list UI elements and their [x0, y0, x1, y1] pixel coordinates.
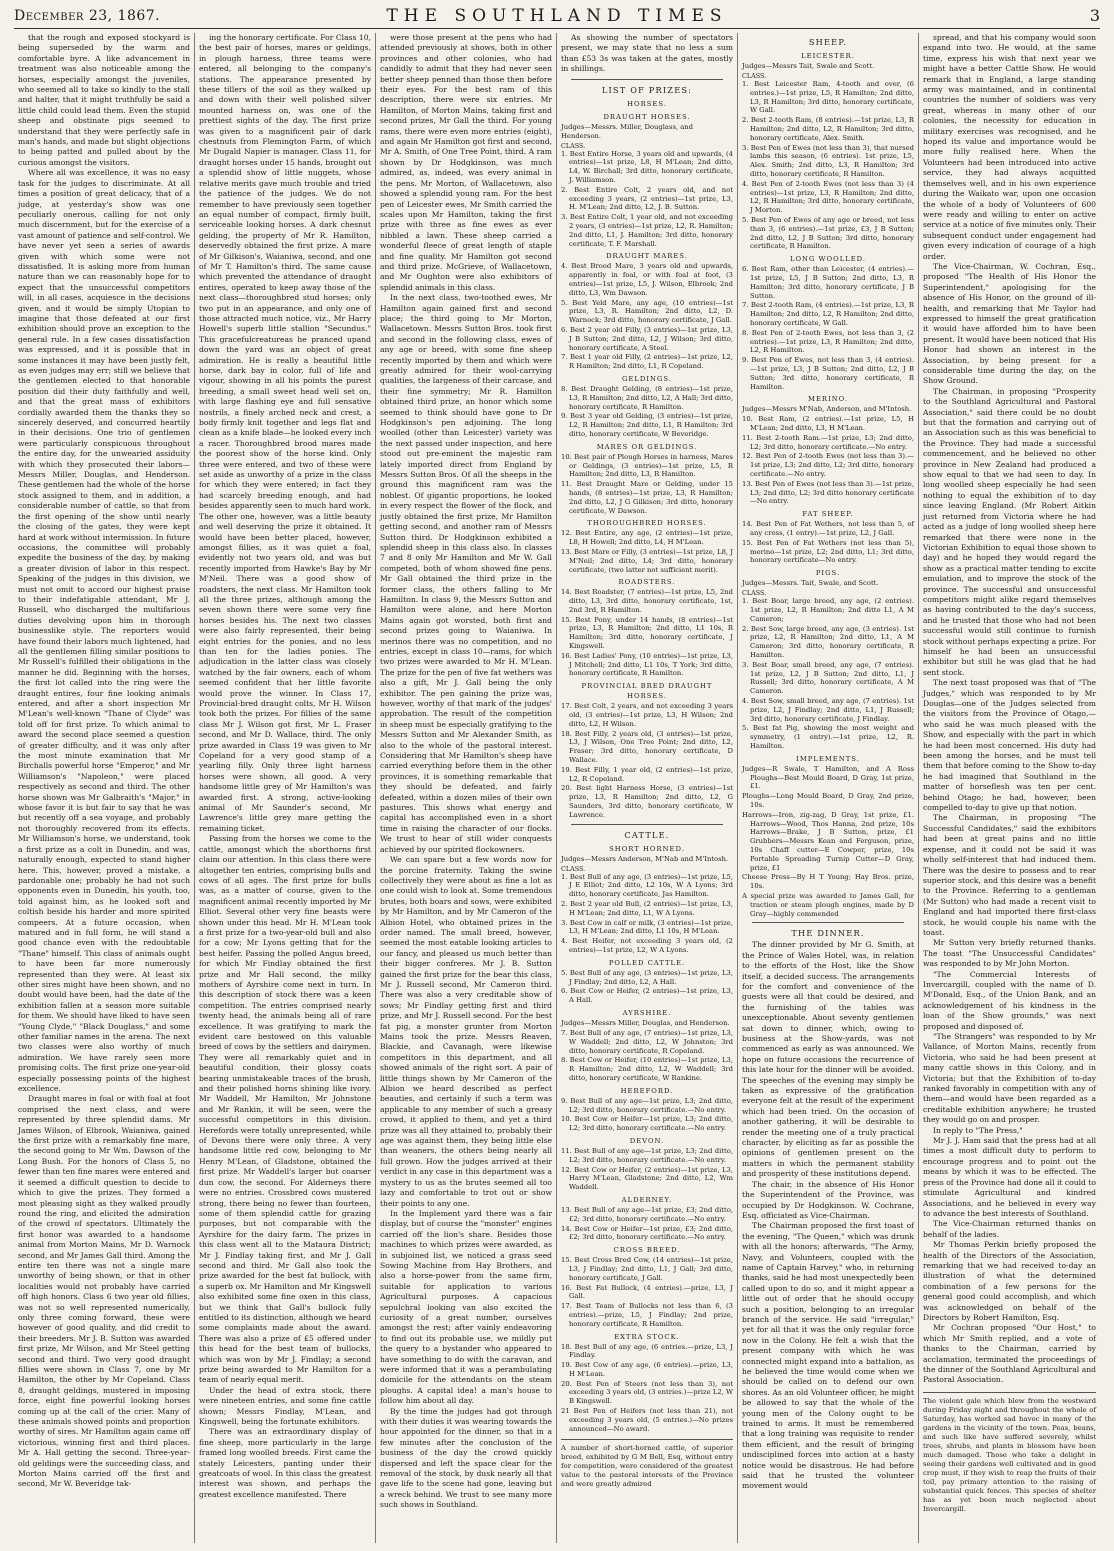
prize-entry: Cheese Press—By H T Young; Hay Bros. prize, 10s. — [742, 873, 914, 891]
paragraph: As showing the number of spectators present, we may state that no less a sum than £53 3s was taken at the gates, mostly in shillings. — [561, 33, 733, 74]
subsection-heading: PIGS. — [815, 569, 841, 578]
prize-entry: 5. Best Bull of any age, (3 entries)—1st prize, L3, J Findlay; 2nd ditto, L2, A Hall. — [561, 968, 733, 986]
prize-entry: 7. Best Bull of any age, (7 entries)—1st prize, L3, W Waddell; 2nd ditto, L2, W Johnston; 3rd ditto, honorary certificate, R Copeland. — [561, 1028, 733, 1055]
prize-entry: 16. Best Fat Bullock, (4 entries).—prize, L3, J Gall. — [561, 1283, 733, 1301]
judges-line: Judges—Messrs Anderson, M'Nab and M'Intosh. — [561, 854, 729, 863]
prize-entry: 11. Best Draught Mare or Gelding, under 15 hands, (8 entries)—1st prize, L3, R Hamilton; 2nd ditto, L2, J G Gilkison; 3rd ditto, honorary certificate, W Dawson. — [561, 480, 733, 515]
subsection-heading: DEVON. — [629, 1136, 665, 1145]
prize-entry: 1. Best Bull of any age, (3 entries)—1st prize, L5, J E Elliot; 2nd ditto, L2 10s, W A Lyons; 3rd ditto, honorary certificate, Jas Hamilton. — [561, 872, 733, 899]
prize-entry: 9. Best Pen of Ewes, not less than 3, (4 entries).—1st prize, L3, J B Sutton; 2nd ditto, L2, J B Sutton; 3rd ditto, honorary certificate, R Hamilton. — [742, 356, 914, 391]
paragraph: ing the honorary certificate. For Class 10, the best pair of horses, mares or geldings, in plough harness, three teams were entered, all belonging to the company's stations. The appearance presented by these tillers of the soil as they walked up and down with their well polished silver mounted harness on, was one of the prettiest sights of the day. The first prize was given to a magnificent pair of dark chestnuts from Flemington Farm, of which Mr Dugald Napier is manager. Class 11, for draught horses under 15 hands, brought out a splendid show of little nuggets, whose relative merits gave much trouble and tried the patience of the judges. We do not remember to have previously seen together an equal number of compact, firmly built, serviceable looking horses. A dark chesnut gelding, the property of Mr R. Hamilton, deservedly obtained the first prize. A mare of Mr Gilkison's, Waianiwa, second, and one of Mr T. Hamilton's third. The same cause which prevented the attendance of draught entires, operated to keep away those of the next class—thoroughbred stud horses; only two put in an appearance, and only one of those attracted much notice, viz., Mr Harry Howell's superb little stallion "Secundus." This gracefulcreatureas he pranced upand down the yard was an object of great admiration. He is really a beautiful little horse, dark bay in color, full of life and vigour, showing in all his points the purest breeding, a small sweet head well set on, with large flashing eye and full sensative nostrils, a finely arched neck and crest, a body firmly knit together and legs flat and clean as a knife blade—he looked every inch a racer. Thoroughbred brood mares made the poorest show of the horse kind. Only three were entered, and two of these were set aside as unworthy of a prize in the class for which they were entered; in fact they had scarcely breeding enough, and had besides apparently seen to much hard work. The other one, however, was a little beauty and well deserving the prize it obtained. It would have been better placed, however, amongst fillies, as it was quiet a foal, evidently not two years old, and was but recently imported from Hawke's Bay by Mr M'Neil. There was a good show of roadsters, the next class. Mr Hamilton took all the three prizes, although among the seven shown there were some very fine horses besides his. The next two classes were also fairly represented, their being eight entries for the ponies, and no less than ten for the ladies ponies. The adjudication in the latter class was closely watched by the fair owners, each of whom seemed confident that her little favorite would prove the winner. In Class 17, Provincial-bred draught colts, Mr H. Wilson took both the prizes. For fillies of the same class Mr J. Wilson got first, Mr L. Fraser second, and Mr D. Wallace, third. The only prize awarded in Class 19 was given to Mr Copeland for a very good stamp of a yearling filly. Only three light harness horses were shown, all good. A very handsome little grey of Mr Hamilton's was awarded first. A strong, active-looking animal of Mr Saunder's second, Mr Lawrence's little grey mare getting the remaining ticket. — [199, 33, 371, 833]
prize-entry: 21 Best Pen of Heifers (not less than 21), not exceeding 3 years old, (5 entries.)—No prizes announced—No award. — [561, 1407, 733, 1433]
prize-entry: 2. Best Entire Colt, 2 years old, and not exceeding 3 years, (2 entries)—1st prize, L3, H. M'Lean; 2nd ditto, L2, J. B. Sutton. — [561, 185, 733, 212]
judges-line: Judges—Messrs. Tait, Swale, and Scott. — [742, 579, 879, 588]
section-heading: CATTLE. — [624, 829, 670, 840]
prize-entry: 2. Best 2 year old Bull, (2 entries)—1st prize, L3, H M'Lean; 2nd ditto, L1, W A Lyons. — [561, 900, 733, 917]
paragraph: Where all was excellence, it was no easy task for the judges to discriminate. At all times a position of great delicacy, that of a judge, at yesterday's show was one peculiarly onerous, calling for not only much discernment, but for the exercise of a vast amount of patience and self-control. We have never yet seen a series of awards given with which some were not dissatisfied. It is asking more from human nature than we can reasonably hope for to expect that the unsuccessful competitors will, in all cases, acquiesce in the decisions given, and it would be simply Utopian to imagine that those defeated at our first exhibition should prove an exception to the general rule. In a few cases dissatisfaction was expressed, and it is possible that in some instances it may have been justly felt, as even judges may err; still we believe that the gentlemen elected to that honorable position did their duty faithfully and well, and that the great mass of exhibitors cordially awarded them the thanks they so sincerely deserved, and concurred heartily in their decisions. One trio of gentlemen were particularly conspicuous throughout the entire day, for the unwearied assiduity with which they prosecuted their labors—Messrs Miller, Douglas, and Henderson. These gentlemen had the whole of the horse stock assigned to them, and in addition, a considerable number of cattle, so that from the first opening of the show until nearly the closing of the gates, they were kept hard at work without intermission. In future occasions, the committee will probably expedite the business of the day, by making a greater division of labor in this respect. Speaking of the judges in this division, we must not omit to accord our highest praise to their indefatigable attendant, Mr J. Russell, who discharged the multifarious duties devolving upon him in thorough businesslike style. The reporters would have found their labors much lightened, had all the gentlemen filling similar positions to Mr Russell's fulfilled their obligations in the manner he did. Beginning with the horses, the first lot called into the ring were the draught entires, four fine looking animals entered, and after a short inspection Mr M'Lean's well-known "Thane of Clyde" was told off for first prize. To which animal to award the second place seemed a question of greater difficulty, and it was only after the most minute examination that Mr Birchalls powerful horse "Emperor," and Mr Williamson's "Napoleon," were placed respectively as second and third. The other horse shown was Mr Galbraith's "Major," in whose favor it is but fair to say that he was but recently off a sea voyage, and probably not thoroughly recovered from its effects. Mr Williamson's horse, we understand, took a first prize as a colt in Dunedin, and was, naturally enough, expected to stand higher here. This, however, proved a mistake, a pardonable one; probably he had not such opponents even in Dunedin, his youth, too, told against him, as he looked soft and coltish beside his harder and more spirited compeers. At a future occasion, when matured and in full form, he will stand a good chance even with the redoubtable "Thane" himself. This class of animals ought to have been far more numerously represented than they were. At least six other sires might have been shown, and no doubt would have been, had the date of the exhibition fallen at a season more suitable for them. We should have liked to have seen "Young Clyde," "Black Douglass," and some other familiar names in the arena. The next two classes were also worthy of much admiration. We have rarely seen more promising colts. The first prize one-year-old especially possessing points of the highest excellence. — [18, 168, 190, 1094]
prize-entry: 6. Best 2 year old Filly, (3 entries)—1st prize, L3, J B Sutton; 2nd ditto, L2, J Wilson; 3rd ditto, honorary certificate, A Steel. — [561, 325, 733, 352]
paragraph: In the Implement yard there was a fair display, but of course the "monster" engines carried off the lion's share. Besides those machines to which prizes were awarded, as in subjoined list, we noticed a grass seed Sowing Machine from Hay Brothers, and also a horse-power from the same firm, suitable for application to various Agricultural purposes. A capacious sepulchral looking van also excited the curiosity of a great number, ourselves amongst the rest; after vainly endeavoring to find out its probable use, we mildly put the query to a bystander who appeared to have something to do with the caravan, and were informed that it was a perambulating domicile for the attendants on the steam ploughs. A capital idea! a man's house to follow him about all day. — [380, 1208, 552, 1406]
prize-entry: 6. Best Cow or Heifer, (2 entries)—1st prize, L3, A Hall. — [561, 987, 733, 1005]
section-heading: SHEEP. — [808, 37, 848, 47]
prize-entry: 14. Best Pen of Fat Wethers, not less than 5, of any cross, (1 entry).—1st prize, L2, J Gall. — [742, 520, 914, 538]
prize-entry: 12. Best Pen of 2-tooth Ewes (not less than 3).—1st prize, L3; 2nd ditto, L2; 3rd ditto, honorary certificate.—No entry. — [742, 452, 914, 479]
prize-entry: 3. Best Cow in calf or milk, (3 entries)—1st prize, L3, H M'Lean; 2nd ditto, L1 10s, H M'Lean. — [561, 918, 733, 936]
subsection-heading: DRAUGHT MARES. — [606, 252, 688, 261]
article-columns — [14, 33, 1100, 1543]
subsection-heading: SHORT HORNED. — [609, 844, 685, 853]
prize-entry: 8. Best Pen of 2-tooth Ewes, not less than 3, (2 entries).—1st prize, L3, R Hamilton; 2nd ditto, L2, R Hamilton. — [742, 328, 914, 355]
prize-entry: 7. Best 1 year old Filly, (2 entries)—1st prize, L2, R Hamilton; 2nd ditto, L1, R Copeland. — [561, 353, 733, 371]
prize-entry: 5. Best Yeld Mare, any age, (10 entries)—1st prize, L3, R. Hamilton; 2nd ditto, L2, D. Warnock; 3rd ditto, honorary certificate, J Gall. — [561, 298, 733, 325]
paragraph: The Chairman, in proposing "Prosperity to the Southland Agricultural and Pastoral Association," said there could be no doubt but that the formation and carrying out of an Association such as this was beneficial to the Province. They had made a successful commencement, and he believed no other province in New Zealand had produced a show equal to that we had seen to day. In long woolled sheep especially he had seen nothing to equal the exhibition of to day since leaving England. (Mr Robert Aitkin just returned from Victoria where he had acted as a judge of long woolled sheep here remarked that there were none in the Victorian Exhibition to equal those shown to day) and he hoped they would regard the show as a practical matter tending to excite emulation, and to improve the stock of the province. The successful and unsuccessful competitors might alike regard themselves as having contributed to the day's success, and he trusted that those who had not been successful would still continue to furnish stock without perhaps expecting a prize. For himself he had been an unsuccessful exhibitor but still he was glad that he had sent stock. — [923, 386, 1096, 677]
paragraph: The chair, in the absence of His Honor the Superintendent of the Province, was occupied by Dr Hodgkinson. W. Cochrane, Esq. officiated as Vice-Chairman. — [742, 1179, 914, 1220]
news-note: The violent gale which blew from the westward during Friday night and throughout the whole of Saturday, has worked sad havoc in many of the gardens in the vicinity of the town. Peas, beans, and such like have suffered severely, whilst trees, shrubs, and plants in blossom have been much damaged. Those who take a delight in seeing their gardens well cultivated and in good crop must, if they wish to reap the fruits of their toil, pay primary attention to the raising of substantial quick fences. This species of shelter has as yet been much neglected about Invercargill. — [923, 1396, 1096, 1513]
paragraph: The Vice-Chairman returned thanks on behalf of the ladies. — [923, 1219, 1096, 1239]
prize-entry: 14. Best Roadster, (7 entries)—1st prize, L5, 2nd ditto, L3, 3rd ditto, honorary certificate, 1st, 2nd 3rd, R Hamilton. — [561, 588, 733, 614]
paragraph: Passing from the horses we come to the cattle, amongst which the shorthorns first claim our attention. In this class there were altogether ten entries, comprising bulls and cows of all ages. The first prize for bulls was, as a matter of course, given to the magnificent animal recently imported by Mr Elliot. Several other very fine beasts were shown under this head. Mr H. M'Lean took a first prize for a two-year-old bull and also for a cow; Mr Lyons getting that for the best heifer. Passing the polled Angus breed, for which Mr Findlay obtained the first prize and Mr Hall second, the milky mothers of Ayrshire come next in turn. In this description of stock there was a keen competition. The entries comprised nearly twenty head, the animals being all of rare excellence. It was gratifying to mark the evident care bestowed on this valuable breed of cows by the settlers and dairymen. They were all remarkably quiet and in beautiful condition, their glossy coats bearing unmistakeable traces of the brush, and their polished horns shining like ivory. Mr Waddell, Mr Hamilton, Mr Johnstone and Mr Rankin, it will be seen, were the successful competitors in this division. Herefords were totally unrepresented, while of Devons there were only three. A very handsome little red cow, belonging to Mr Henry M'Lean, of Gladstone, obtained the first prize. Mr Waddell's larger but coarser dun cow, the second. For Alderneys there were no entries. Crossbred cows mustered strong, there being no fewer than fourteen, some of them splendid cattle for grazing purposes, but not comparable with the Ayrshire for the dairy farm. The prizes in this class went all to the Mataura District; Mr J. Findlay taking first, and Mr J. Gall second and third. Mr Gall also took the prize awarded for the best fat bullock, with a superb ox. Mr Hamilton and Mr Kingswell also exhibited some fine oxen in this class, but we think that Gall's bullock fully entitled to its distinction, although we heard some complaints made about the award. There was also a prize of £5 offered under this head for the best team of bullocks, which was won by Mr J. Findlay; a second prize being awarded to Mr Hamilton for a team of nearly equal merit. — [199, 834, 371, 1385]
subsection-heading: ALDERNEY. — [621, 1195, 673, 1204]
prize-entry: 5. Best fat Pig, showing the most weight and symmetry, (1 entry).—1st prize, L2, R. Hamilton. — [742, 724, 914, 750]
prize-entry: 1. Best Entire Horse, 3 years old and upwards, (4 entries)—1st prize, L8, H M'Lean; 2nd ditto, L4, W. Birchall; 3rd ditto, honorary certificate, J. Williamson. — [561, 149, 733, 185]
prize-entry: 18. Best Bull of any age, (6 entries.—prize, L3, J Findlay. — [561, 1342, 733, 1360]
subsection-heading: PROVINCIAL BRED DRAUGHT HORSES. — [581, 682, 713, 701]
prize-entry: 3. Best Pen of Ewes (not less than 3), that nursed lambs this season, (6 entries). 1st prize, L5, Alex. Smith; 2nd ditto, L3, R Hamilton; 3rd ditto, honorary certificate, R Hamilton. — [742, 143, 914, 178]
judges-line: Judges—Messrs. Miller, Douglass, and Henderson. — [561, 122, 694, 140]
prize-entry: 9. Best 3 year old Gelding, (3 entries)—1st prize, L2, R Hamilton; 2nd ditto, L1, R Hamilton; 3rd ditto, honorary certificate, W Beveridge. — [561, 412, 733, 438]
prize-entry: 4. Best Heifer, not exceeding 3 years old, (2 entries)—1st prize, L2, W A Lyons. — [561, 937, 733, 954]
column-3 — [376, 33, 557, 1543]
prize-entry: 16. Best Ladies' Pony, (10 entries)—1st prize, L3, J Mitchell; 2nd ditto, L1 10s, T York; 3rd ditto, honorary certificate, R Hamilton. — [561, 651, 733, 678]
column-4 — [557, 33, 738, 1543]
prize-entry: 8. Best Cow or Heifer, (10 entries)—1st prize, L3, R Hamilton; 2nd ditto, L2, W Waddell; 3rd ditto, honorary certificate, W Rankine. — [561, 1056, 733, 1082]
section-heading: THE DINNER. — [791, 928, 865, 939]
column-1 — [14, 33, 195, 1543]
paragraph: The Chairman, in proposing "The Successful Candidates," said the exhibitors had been at great pains and no little expense, and it could not be said it was wholly self-interest that had induced them. There was the desire to possess and to rear superior stock, and this desire was a benefit to the Province. Referring to a gentleman (Mr Sutton) who had made a recent visit to England and had imported there first-class stock, he would couple his name with the toast. — [923, 813, 1096, 937]
paragraph: spread, and that his company would soon expand into two. He would, at the same time, express his wish that next year we might have a better Cattle Show. He would remark that in England, a large standing army was maintained, and in continental countries the number of soldiers was very great, whereas in many other of our colonies, the necessity for education in military exercises was recognised, and he hoped its value and importance would be more fully realised here. When the Volunteers had been introduced into active service, they had always acquitted themselves well, and in his own experience during the Waikato war, upon one occasion the whole of a body of Volunteers of 600 were ready and willing to enter on active service at a notice of five minutes only. Their subsequent conduct under engagement had given every indication of courage of a high order. — [923, 33, 1096, 261]
paragraph: Mr J. J. Ham said that the press had at all times a most difficult duty to perform to encourage progress and to point out the means by which it was to be effected. The press of the Province had done all it could to stimulate Agricultural and kindred Associations, and he believed in every way to advance the best interests of Southland. — [923, 1136, 1096, 1218]
prize-entry: 13. Best Bull of any age—1st prize, £3; 2nd ditto, £2; 3rd ditto, honorary certificate.—No entry. — [561, 1205, 733, 1223]
prize-entry: 3. Best Entire Colt, 1 year old, and not exceeding 2 years, (3 entries)—1st prize, L2, R. Hamilton; 2nd ditto, L1, J. Hamilton; 3rd ditto, honorary certificate, T. F. Marshall. — [561, 213, 733, 248]
subsection-heading: EXTRA STOCK. — [614, 1332, 680, 1341]
prize-entry: 11. Best Bull of any age—1st prize, L3; 2nd ditto, L2; 3rd ditto, honorary certificate.—No entry. — [561, 1146, 733, 1164]
subsection-heading: AYRSHIRE. — [622, 1008, 672, 1017]
subsection-heading: MERINO. — [807, 395, 848, 404]
page-number: 3 — [1089, 6, 1100, 25]
column-5 — [738, 33, 919, 1543]
issue-date: December 23, 1867. — [14, 8, 161, 24]
prize-entry: 10. Best pair of Plough Horses in harness, Mares or Geldings, (3 entries)—1st prize, L5, R Hamilton; 2nd ditto, L3, R Hamilton. — [561, 452, 733, 479]
prize-entry: 11. Best 2-tooth Ram.—1st prize, L3; 2nd ditto, L2; 3rd ditto, honorary certificate.—No entry. — [742, 433, 914, 451]
masthead — [14, 6, 1100, 29]
paragraph: In reply to "The Press," — [933, 1125, 1023, 1135]
prize-entry: 15. Best Pony, under 14 hands, (8 entries)—1st prize, L3, R Hamilton; 2nd ditto, L1 10s, R Hamilton; 3rd ditto, honorary certificate, J Kingswell. — [561, 615, 733, 651]
paragraph: Draught mares in foal or with foal at foot comprised the next class, and were represented by three splendid dams. Mr James Wilson, of Elbrook, Waianiwa, gained the first prize with a remarkably fine mare, the second going to Mr Wm. Dawson of the Long Bush. For the honors of Class 5, no fewer than ten fine mares were entered and it seemed a difficult question to decide to which to give the prizes. They formed a most pleasing sight as they walked proudly round the ring, and elicited the admiration of the crowd of spectators. Ultimately the first honor was awarded to a handsome animal from Morton Mains, Mr D. Warnock second, and Mr James Gall third. Among the entire ten there was not a single mare unworthy of being shown, or that in other localities would not probably have carried off high honors. Class 6 two year old fillies, was not so well represented numerically, only three coming forward, these were however of good quality, and did credit to their breeders. Mr J. B. Sutton was awarded first prize, Mr Wilson, and Mr Steel getting second and third. Two very good draught fillies were shown in Class 7, one by Mr Hamilton, the other by Mr Copeland. Class 8, draught geldings, mustered in imposing force, eight fine powerful looking horses coming up at the call of the crier. Many of these animals showed points and proportion worthy of sires. Mr Hamilton again came off victorious, winning first and third places. Mr A. Hall getting the second. Three-year-old geldings were the succeeding class, and Morton Mains carried off the first and second, Mr W. Beveridge tak- — [18, 1094, 190, 1489]
paragraph: The Vice-Chairman, W. Cochran, Esq., proposed "The Health of His Honor the Superintendent," apologising for the absence of His Honor, on the ground of ill-health, and remarking that Mr Taylor had expressed to himself the great gratification it would have afforded him to have been present. It would have been noticed that His Honor had shown an interest in the Association, by being present for a considerable time during the day, on the Show Ground. — [923, 261, 1096, 386]
subsection-heading: ROADSTERS. — [618, 578, 676, 587]
subsection-heading: HEREFORD. — [620, 1086, 674, 1095]
paragraph: By the time the judges had got through with their duties it was wearing towards the hour appointed for the dinner, so that in a few minutes after the conclusion of the business of the day the crowd quickly dispersed and left the space clear for the removal of the stock, by dusk nearly all that gave life to the scene had gone, leaving but a wreck behind. We trust to see many more such shows in Southland. — [380, 1406, 552, 1510]
paragraph: "The Strangers" was responded to by Mr Vallance, of Morton Mains, recently from Victoria, who said he had been present at many cattle shows in this Colony, and in Victoria; but that the Exhibition of to-day ranked favorably in competition with any of them—and would have been regarded as a creditable exhibition anywhere; he trusted they would go on and prosper. — [923, 1032, 1096, 1125]
paragraph: Mr Cochran proposed "Our Host," to which Mr Smith replied, and a vote of thanks to the Chairman, carried by acclamation, terminated the proceedings of the dinner of the Southland Agricultural and Pastoral Association. — [923, 1323, 1096, 1385]
subsection-heading: DRAUGHT HORSES. — [603, 112, 691, 121]
section-divider — [571, 79, 723, 80]
class-label: CLASS. — [561, 864, 586, 873]
subsection-heading: FAT SHEEP. — [802, 510, 854, 519]
prize-entry: 12. Best Cow or Heifer, (2 entries)—1st prize, L3, Harry M'Lean, Gladstone; 2nd ditto, L2, Wm Waddell. — [561, 1165, 733, 1192]
class-label: CLASS. — [742, 72, 767, 80]
judges-line: Judges—Messrs M'Nab, Anderson, and M'Intosh. — [742, 405, 912, 414]
prize-entry: 8. Best Draught Gelding, (8 entries)—1st prize, L3, R Hamilton; 2nd ditto, L2, A Hall; 3rd ditto, honorary certificate, R Hamilton. — [561, 384, 733, 411]
news-note: A number of short-horned cattle, of superior breed, exhibited by G M Bell, Esq, without entry for competition, were considered of the greatest value to the pastoral interests of the Province and were greatly admired — [561, 1444, 733, 1489]
paragraph: There was an extraordinary display of fine sheep, more particularly in the large framed long woolled breeds. First came the stately Leicesters, panting under their greatcoats of wool. In this class the greatest interest was shown, and perhaps the greatest excellence manifested. There — [199, 1427, 371, 1499]
paragraph: Mr Sutton very briefly returned thanks. The toast "The Unsuccessful Candidates" was responded to by Mr John Morton. — [923, 938, 1096, 969]
judges-line: Judges—Messrs Tait, Swale and Scott. — [742, 62, 875, 70]
paragraph: The Chairman proposed the first toast of the evening, "The Queen," which was drunk with all the honors; afterwards, "The Army, Navy, and Volunteers, coupled with the name of Captain Harvey," who, in returning thanks, said he had most unexpectedly been called upon to do so, and it might appear a little out of order that he should occupy such a position, belonging to an irregular branch of the service. He said "irregular," yet for all that it was the only regular force now in the Colony. He felt a wish that the present company with which he was connected might expand into a battalion, as he believed the time would come when we should be called on to defend our own shores. As an old Volunteer officer, he might be allowed to say that the whole of the young men of the Colony ought to be trained to arms. It must be remembered that a long training was requisite to render them efficient, and the result of bringing undisciplined forces into action at a hasty notice would be disastrous. He had before said that he trusted the volunteer movement would — [742, 1221, 914, 1491]
paragraph: In the next class, two-toothed ewes, Mr Hamilton again gained first and second place; the third going to Mr Morton, Wallacetown. Messrs Sutton Bros. took first and second in the following class, ewes of any age or breed, with some fine sheep recently imported by them and which were greatly admired for their wool-carrying qualities, the largeness of their carcase, and their fine symmetry; Mr R. Hamilton obtained third prize, an honor which some seemed to think should have gone to Dr Hodgkinson's pen adjoining. The long woolled (other than Leicester) variety was the next passed under inspection, and here stood out pre-eminent the majestic ram lately imported direct from England by Messrs Sutton Bros. Of all the sheeps in the ground this magnificent ram was the noblest. Of gigantic proportions, he looked in every respect the flower of the flock, and justly obtained the first prize, Mr Hamilton getting second, and another ram of Messrs Sutton third. Dr Hodgkinson exhibited a splendid sheep in this class also. In classes 7 and 8 only Mr Hamilton and Mr W. Gall competed, both of whom showed fine pens. Mr Gall obtained the third prize in the former class, the others falling to Mr Hamilton. In class 9, the Messrs Sutton and Hamilton were alone, and here Morton Mains again got worsted, both first and second prizes going to Waianiwa. In merinos there was no competition, and no entries, except in class 10—rams, for which two prizes were awarded to Mr H. M'Lean. The prize for the pen of five fat wethers was also a gift, Mr J. Gall being the only exhibitor. The pen gaining the prize was, however, worthy of that mark of the judges' approbation. The result of the competition in sheep must be especially gratifying to the Messrs Sutton and Mr Alexander Smith, as also to the whole of the pastoral interest. Considering that Mr Hamilton's sheep have carried everything before them in the other provinces, it is something remarkable that they should be defeated, and fairly defeated, within a dozen miles of their own pastures. This shows what energy and capital has accomplished even in a short time in raising the character of our flocks. We trust to hear of still wider conquests achieved by our spirited flockowners. — [380, 293, 552, 854]
prize-entry: 4. Best Sow, small breed, any age, (7 entries). 1st prize, L2, J Findlay; 2nd ditto, L1, J Russell; 3rd ditto, honorary certificate, J Findlay. — [742, 697, 914, 723]
column-2 — [195, 33, 376, 1543]
prize-entry: Harrows—Iron, zig-zag, D Gray, 1st prize, £1. Harrows—Wood, Thos Hanna, 2nd prize, 10s Harrows—Brake, J B Sutton, prize, £1 Grubbers—Messrs Kean and Ferguson, prize, 10s Chaff cutter—E Cowper, prize, 10s Portable Spreading Turnip Cutter—D Gray, prize, £1 — [742, 810, 914, 872]
prize-entry: 19. Best Filly, 1 year old, (2 entries)—1st prize, L2, R Copeland. — [561, 765, 733, 783]
judges-line: Judges—Messrs Miller, Douglas, and Henderson. — [561, 1018, 730, 1027]
news-note-box — [561, 1439, 733, 1489]
prize-entry: 1. Best Boar, large breed, any age, (2 entries). 1st prize, L2, R Hamilton; 2nd ditto L1, A M Cameron; — [742, 597, 914, 623]
subsection-heading: HORSES. — [627, 99, 667, 108]
prize-entry: 13. Best Mare or Filly, (3 entries)—1st prize, L8, J M'Neil; 2nd ditto, L4; 3rd ditto, honorary certificate, (two latter not sufficient merit). — [561, 547, 733, 574]
prize-entry: 15. Best Pen of Fat Wethers (not less than 5), merino—1st prize, L2; 2nd ditto, L1; 3rd ditto, honorary certificate—No entry. — [742, 538, 914, 565]
prize-entry: 20. Best light Harness Horse, (3 entries)—1st prize, L3, R Hamilton; 2nd ditto, L2, G Saunders, 3rd ditto, honorary certificate, W Lawrence. — [561, 784, 733, 819]
class-label: CLASS. — [742, 589, 767, 598]
prize-entry: 9. Best Bull of any age—1st prize, L3; 2nd ditto, L2; 3rd ditto, honorary certificate.—No entry. — [561, 1096, 733, 1114]
class-label: CLASS. — [561, 141, 586, 150]
paragraph: "The Commercial Interests of Invercargill, coupled with the name of D. M'Donald, Esq., of the Union Bank, and an acknowledgement of his kindness in the loan of the Show grounds," was next proposed and disposed of. — [923, 969, 1096, 1031]
column-6 — [919, 33, 1100, 1543]
section-divider — [571, 824, 723, 825]
prize-entry: 20. Best Pen of Steers (not less than 3), not exceeding 3 years old, (3 entries.)—prize L2, W B Kingswell. — [561, 1379, 733, 1406]
prize-entry: 7. Best 2-tooth Ram, (4 entries).—1st prize, L3, R Hamilton; 2nd ditto, L2, R Hamilton; 2nd ditto, honorary certificate, W Gall. — [742, 301, 914, 327]
prize-entry: 14. Best Cow or Heifer—1st prize, £3; 2nd ditto, £2; 3rd ditto, honorary certificate.—No entry. — [561, 1224, 733, 1242]
prize-entry: 4. Best Brood Mare, 3 years old and upwards, apparently in foal, or with foal at foot, (3 entries)—1st prize, L5, J. Wilson, Elbrook; 2nd ditto, L3, Wm Dawson. — [561, 262, 733, 297]
news-note-box — [923, 1392, 1096, 1514]
section-divider — [752, 922, 904, 923]
subsection-heading: LONG WOOLLED. — [789, 255, 867, 264]
paragraph: Mr Thomas Perkin briefly proposed the health of the Directors of the Association, remarking that we had received to-day an illustration of what the determined combination of a few persons for the general good could accomplish, and which was acknowledged on behalf of the Directors by Robert Hamilton, Esq. — [923, 1240, 1096, 1322]
subsection-heading: THOROUGHBRED HORSES. — [587, 519, 707, 528]
prize-entry: 1. Best Leicester Ram, 4-tooth and over, (6 entries.)—1st prize, L5, R Hamilton; 2nd ditto, L3, R Hamilton; 3rd ditto, honorary certificate, W Gall. — [742, 80, 914, 115]
prize-entry: Judges—R Swale, T Hamilton, and A Ross Ploughs—Best Mould Board, D Gray, 1st prize, £1. — [742, 764, 914, 791]
prize-entry: 10. Best Cow or Heifer—1st prize, L3; 2nd ditto, L2; 3rd ditto, honorary certificate.—No entry. — [561, 1115, 733, 1133]
paragraph: We can spare but a few words now for the porcine fraternity. Taking the swine collectively they were about as fine a lot as one could wish to look at. Some tremendous brutes, both boars and sows, were exhibited by Mr Hamilton, and by Mr Cameron of the Albion Hotel, who obtained prizes in the order named. The small breed, however, seemed the most eatable looking articles to our fancy, and pleased us much better than their bigger confreres. Mr J. B. Sutton gained the first prize for the bear this class, Mr J. Russell second, Mr Cameron third. There was also a very creditable show of sows; Mr Findlay getting first and third prize, and Mr J. Russell second. For the best fat pig, a monster grunter from Morton Mains took the prize. Messrs Reaven, Blackie, and Cavanagh, were likewise competitors in this department, and all showed animals of the right sort. A pair of little things shown by Mr Cameron of the Albion we heard described as perfect beauties, and certainly if such a term was applicable to any member of such a greasy crowd, it applied to them, and yet a third prize was all they attained to, probably their age was against them, they being little else than weaners, the others being nearly all full grown. How the judges arrived at their verdict in any case in this department was a mystery to us as the brutes seemed all too lazy and comfortable to trot out or show their points to any one. — [380, 855, 552, 1208]
prize-entry: 6. Best Ram, other than Leicester, (4 entries).—1st prize, L5, J B Sutton; 2nd ditto, L3, R Hamilton; 3rd ditto, honorary certificate, J B Sutton. — [742, 265, 914, 300]
subsection-heading: MARES OR GELDINGS. — [596, 442, 698, 451]
subsection-heading: LEICESTER. — [801, 52, 855, 60]
paragraph: Under the head of extra stock, there were nineteen entries, and some fine cattle shown; Messrs Findlay, M'Lean, and Kingswell, being the fortunate exhibitors. — [199, 1385, 371, 1427]
subsection-heading: CROSS BREED. — [613, 1246, 681, 1255]
prize-entry: 15. Best Cross Bred Cow, (14 entries)—1st prize, L3, J Findlay; 2nd ditto, L1, J Gall; 3rd ditto, honorary certificate, J Gall. — [561, 1256, 733, 1282]
section-heading: LIST OF PRIZES: — [601, 84, 693, 95]
paragraph: that the rough and exposed stockyard is being superseded by the warm and comfortable byre. A like advancement in treatment was also noticeable among the horses, especially amongst the juveniles, who seemed all to take so kindly to the stall and halter, that it might truthfully be said a little child could lead them. Even the stupid sheep and obstinate pigs seemed to understand that they were perfectly safe in man's hands, and made but slight objections to being patted and pulled about by the curious amongst the visitors. — [18, 33, 190, 167]
prize-entry: 17. Best Team of Bullocks not less than 6, (3 entries).—prize, L5, J Findlay; 2nd prize, honorary certificate, R Hamilton. — [561, 1302, 733, 1328]
prize-entry: A special prize was awarded to James Gall, for traction or steam plough engines, made by D Gray—highly commended — [742, 891, 914, 918]
prize-entry: 4. Best Pen of 2-tooth Ewes (not less than 3) (4 entries)—1st prize, L3, R Hamilton; 2nd ditto, L2, R Hamilton; 3rd ditto, honorary certificate, J Morton. — [742, 179, 914, 215]
prize-entry: Ploughs—Long Mould Board, D Gray, 2nd prize, 10s. — [742, 792, 914, 809]
prize-entry: 18. Best Filly, 2 years old, (3 entries)—1st prize, L3, J Wilson, One Tree Point; 2nd ditto, L2, Fraser; 3rd ditto, honorary certificate, D Wallace. — [561, 729, 733, 765]
prize-entry: 3. Best Boar, small breed, any age, (7 entries). 1st prize, L2, J B Sutton; 2nd ditto, L1, J Russell; 3rd ditto, honorary certificate, A M Cameron. — [742, 660, 914, 696]
prize-entry: 5. Best Pen of Ewes of any age or breed, not less than 3, (6 entries).—1st prize, £3, J B Sutton; 2nd ditto, L2, J B Sutton; 3rd ditto, honorary certificate, R Hamilton. — [742, 215, 914, 251]
subsection-heading: GELDINGS. — [622, 374, 672, 383]
subsection-heading: POLLED CATTLE. — [608, 958, 686, 967]
prize-entry: 13. Best Pen of Ewes (not less than 3).—1st prize, L3; 2nd ditto, L2; 3rd ditto honorary certificate—No entry. — [742, 479, 914, 506]
paragraph: The dinner provided by Mr G. Smith, at the Prince of Wales Hotel, was, in relation to the efforts of the Host, like the Show itself, a decided success. The arrangements for the comfort and convenience of the guests were all that could be desired, and the furnishing of the tables was unexceptionable. About seventy gentlemen sat down to dinner, which, owing to business at the Show-yards, was not commenced as early as was announced. We hope on future occasions the recurrence of this late hour for the dinner will be avoided. The speeches of the evening may simply be taken as expressive of the gratification everyone felt at the result of the experiment which had been tried. On the occasion of another gathering, it will be desirable to render the meeting one of a truly practical character, by eliciting as far as possible the opinions of gentlemen present on the matters in which the permanent stability and prosperity of these institutions depend. — [742, 940, 914, 1179]
prize-entry: 17. Best Colt, 2 years, and not exceeding 3 years old, (3 entries)—1st prize, L3, H Wilson; 2nd ditto, L2, H Wilson. — [561, 702, 733, 728]
prize-entry: 19. Best Cow of any age, (6 entries).—prize, L3, H M'Lean. — [561, 1361, 733, 1378]
prize-entry: 12. Best Entire, any age, (2 entries)—1st prize, L8, H Howell; 2nd ditto, L4, H M'Lean. — [561, 529, 733, 547]
newspaper-title: THE SOUTHLAND TIMES — [386, 6, 728, 26]
subsection-heading: IMPLEMENTS. — [796, 754, 860, 763]
paragraph: The next toast proposed was that of "The Judges," which was responded to by Mr Douglas—one of the Judges selected from the visitors from the Province of Otago,—who said he was much pleased with the Show, and especially with the part in which he had been most concerned. His duty had been among the horses, and he must tell them that before coming to the Show to-day he had imagined that Southland in the matter of horseflesh was ten per cent. behind Otago; he had, however, been compelled to-day to give up that notion. — [923, 678, 1096, 813]
paragraph: were those present at the pens who had attended previously at shows, both in other provinces and other colonies, who had candidly to admit that they had never seen better sheep penned than those then before their eyes. For the best ram of this description, there were six entries. Mr Hamilton, of Morton Mains, taking first and second prizes, Mr Gall the third. For young rams, there were even more entries (eight), and again Mr Hamilton got first and second, Mr A. Smith, of One Tree Point, third. A ram shown by Dr Hodgkinson, was much admired, as, indeed, was every animal in the pens. Mr Morton, of Wallacetown, also showed a splendid young ram. For the best pen of Leicester ewes, Mr Smith carried the scales upon Mr Hamilton, taking the first prize with three as fine ewes as ever nibbled a lawn. These sheep carried a wonderful fleece of great length of staple and fine quality. Mr Hamilton got second and third prize. McGrieve, of Wallacetown, and Mr Oughton were also exhibitors of splendid animals in this class. — [380, 33, 552, 292]
prize-entry: 10. Best Ram, (2 entries).—1st prize, L5, H M'Lean; 2nd ditto, L3, H M'Lean. — [742, 415, 914, 433]
prize-entry: 2. Best Sow, large breed, any age, (3 entries). 1st prize, L2, R Hamilton; 2nd ditto, L1, A M Cameron; 3rd ditto, honorary certificate, R Hamilton. — [742, 624, 914, 660]
prize-entry: 2. Best 2-tooth Ram, (8 entries).—1st prize, L3, R Hamilton; 2nd ditto, L2, R Hamilton; 3rd ditto, honorary certificate, Alex. Smith. — [742, 116, 914, 142]
